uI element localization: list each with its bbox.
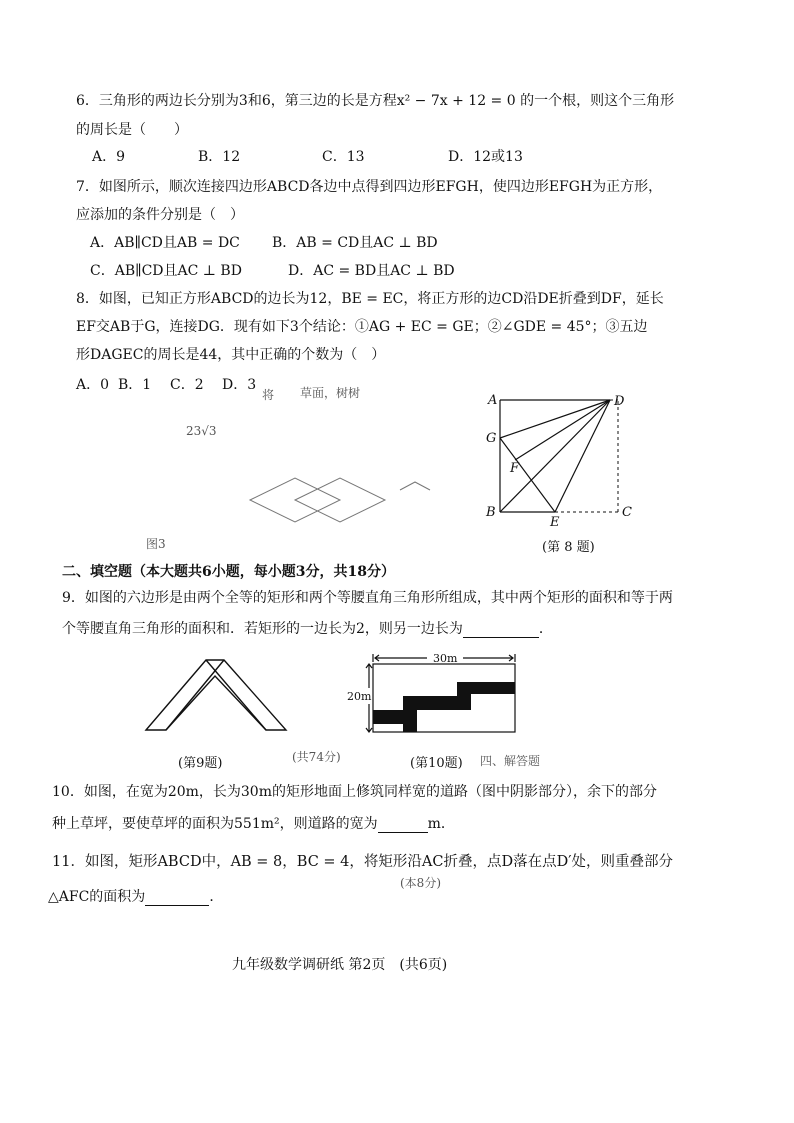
q8-label-d: D	[614, 394, 625, 409]
q8-label-a: A	[488, 393, 498, 408]
q9-figure-caption: (第9题)	[178, 756, 223, 771]
q10-width-label: 30m	[433, 652, 458, 665]
q8-option-c: C．2	[170, 377, 204, 393]
q7-option-c: C．AB∥CD且AC ⊥ BD	[90, 263, 242, 279]
bleed-text-6: 四、解答题	[480, 754, 541, 768]
bleed-text-1: 草面，树树	[300, 386, 361, 400]
q6-option-a: A．9	[92, 149, 126, 165]
q8-option-a: A．0	[76, 377, 110, 393]
q7-option-d: D．AC = BD且AC ⊥ BD	[288, 263, 455, 279]
q10-stem-line2	[52, 815, 455, 833]
bleed-text-5: (共74分)	[292, 750, 341, 764]
q8-option-b: B．1	[118, 377, 152, 393]
q8-label-b: B	[486, 505, 496, 520]
q9-stem-text: 个等腰直角三角形的面积和．若矩形的一边长为2，则另一边长为	[62, 621, 463, 637]
bleed-text-3: 23√3	[186, 424, 217, 438]
q8-option-d: D．3	[222, 377, 257, 393]
q6-option-c: C．13	[322, 149, 365, 165]
q9-figure	[140, 650, 300, 740]
q10-answer-blank[interactable]	[378, 818, 428, 833]
q6-stem-line2: 的周长是（ ）	[76, 122, 188, 138]
q11-answer-blank[interactable]	[145, 891, 209, 906]
section-heading-fill-in: 二、填空题（本大题共6小题，每小题3分，共18分）	[62, 564, 395, 580]
q7-stem-line1: 7．如图所示，顺次连接四边形ABCD各边中点得到四边形EFGH，使四边形EFGH为正方形，	[76, 179, 663, 195]
q7-option-a: A．AB∥CD且AB = DC	[90, 235, 240, 251]
q6-option-d: D．12或13	[448, 149, 523, 165]
q10-figure-caption: (第10题)	[410, 756, 463, 771]
q8-figure-caption: (第 8 题)	[542, 540, 595, 555]
q8-label-e: E	[550, 515, 560, 530]
q6-option-b: B．12	[198, 149, 241, 165]
q8-label-c: C	[622, 505, 632, 520]
q8-label-g: G	[486, 431, 497, 446]
page-footer: 九年级数学调研纸 第2页 (共6页)	[232, 957, 448, 973]
bleed-diamond-figure	[240, 470, 440, 530]
q8-label-f: F	[510, 461, 520, 476]
q11-stem-end: ．	[209, 889, 224, 905]
q11-stem-line1: 11．如图，矩形ABCD中，AB = 8，BC = 4，将矩形沿AC折叠，点D落在点D′处，则重叠部分	[52, 854, 674, 870]
q10-stem-line1: 10．如图，在宽为20m，长为30m的矩形地面上修筑同样宽的道路（图中阴影部分），余下的部分	[52, 784, 657, 800]
q8-stem-line2: EF交AB于G，连接DG．现有如下3个结论：①AG + EC = GE；②∠GDE = 45°；③五边	[76, 319, 648, 335]
q9-stem-line2	[62, 620, 553, 638]
q8-stem-line1: 8．如图，已知正方形ABCD的边长为12，BE = EC，将正方形的边CD沿DE折叠到DF，延长	[76, 291, 664, 307]
bleed-text-7: (本8分)	[400, 876, 441, 890]
q6-stem-line1: 6．三角形的两边长分别为3和6，第三边的长是方程x² − 7x + 12 = 0 的一个根，则这个三角形	[76, 93, 675, 109]
q10-stem-end: m．	[427, 816, 455, 832]
q10-stem-text: 种上草坪，要使草坪的面积为551m²，则道路的宽为	[52, 816, 378, 832]
q11-stem-text: △AFC的面积为	[48, 889, 146, 905]
q7-option-b: B．AB = CD且AC ⊥ BD	[272, 235, 438, 251]
q9-stem-line1: 9．如图的六边形是由两个全等的矩形和两个等腰直角三角形所组成，其中两个矩形的面积和等于两	[62, 590, 673, 606]
q7-stem-line2: 应添加的条件分别是（ ）	[76, 207, 244, 223]
q9-stem-end: ．	[538, 621, 553, 637]
bleed-text-2: 将	[262, 388, 275, 402]
q11-stem-line2	[48, 888, 223, 906]
q8-figure	[482, 390, 642, 530]
q8-stem-line3: 形DAGEC的周长是44，其中正确的个数为（ ）	[76, 347, 386, 363]
q10-height-label: 20m	[347, 690, 372, 703]
bleed-text-4: 图3	[146, 537, 166, 551]
q9-answer-blank[interactable]	[463, 623, 539, 638]
q10-figure	[345, 648, 525, 744]
